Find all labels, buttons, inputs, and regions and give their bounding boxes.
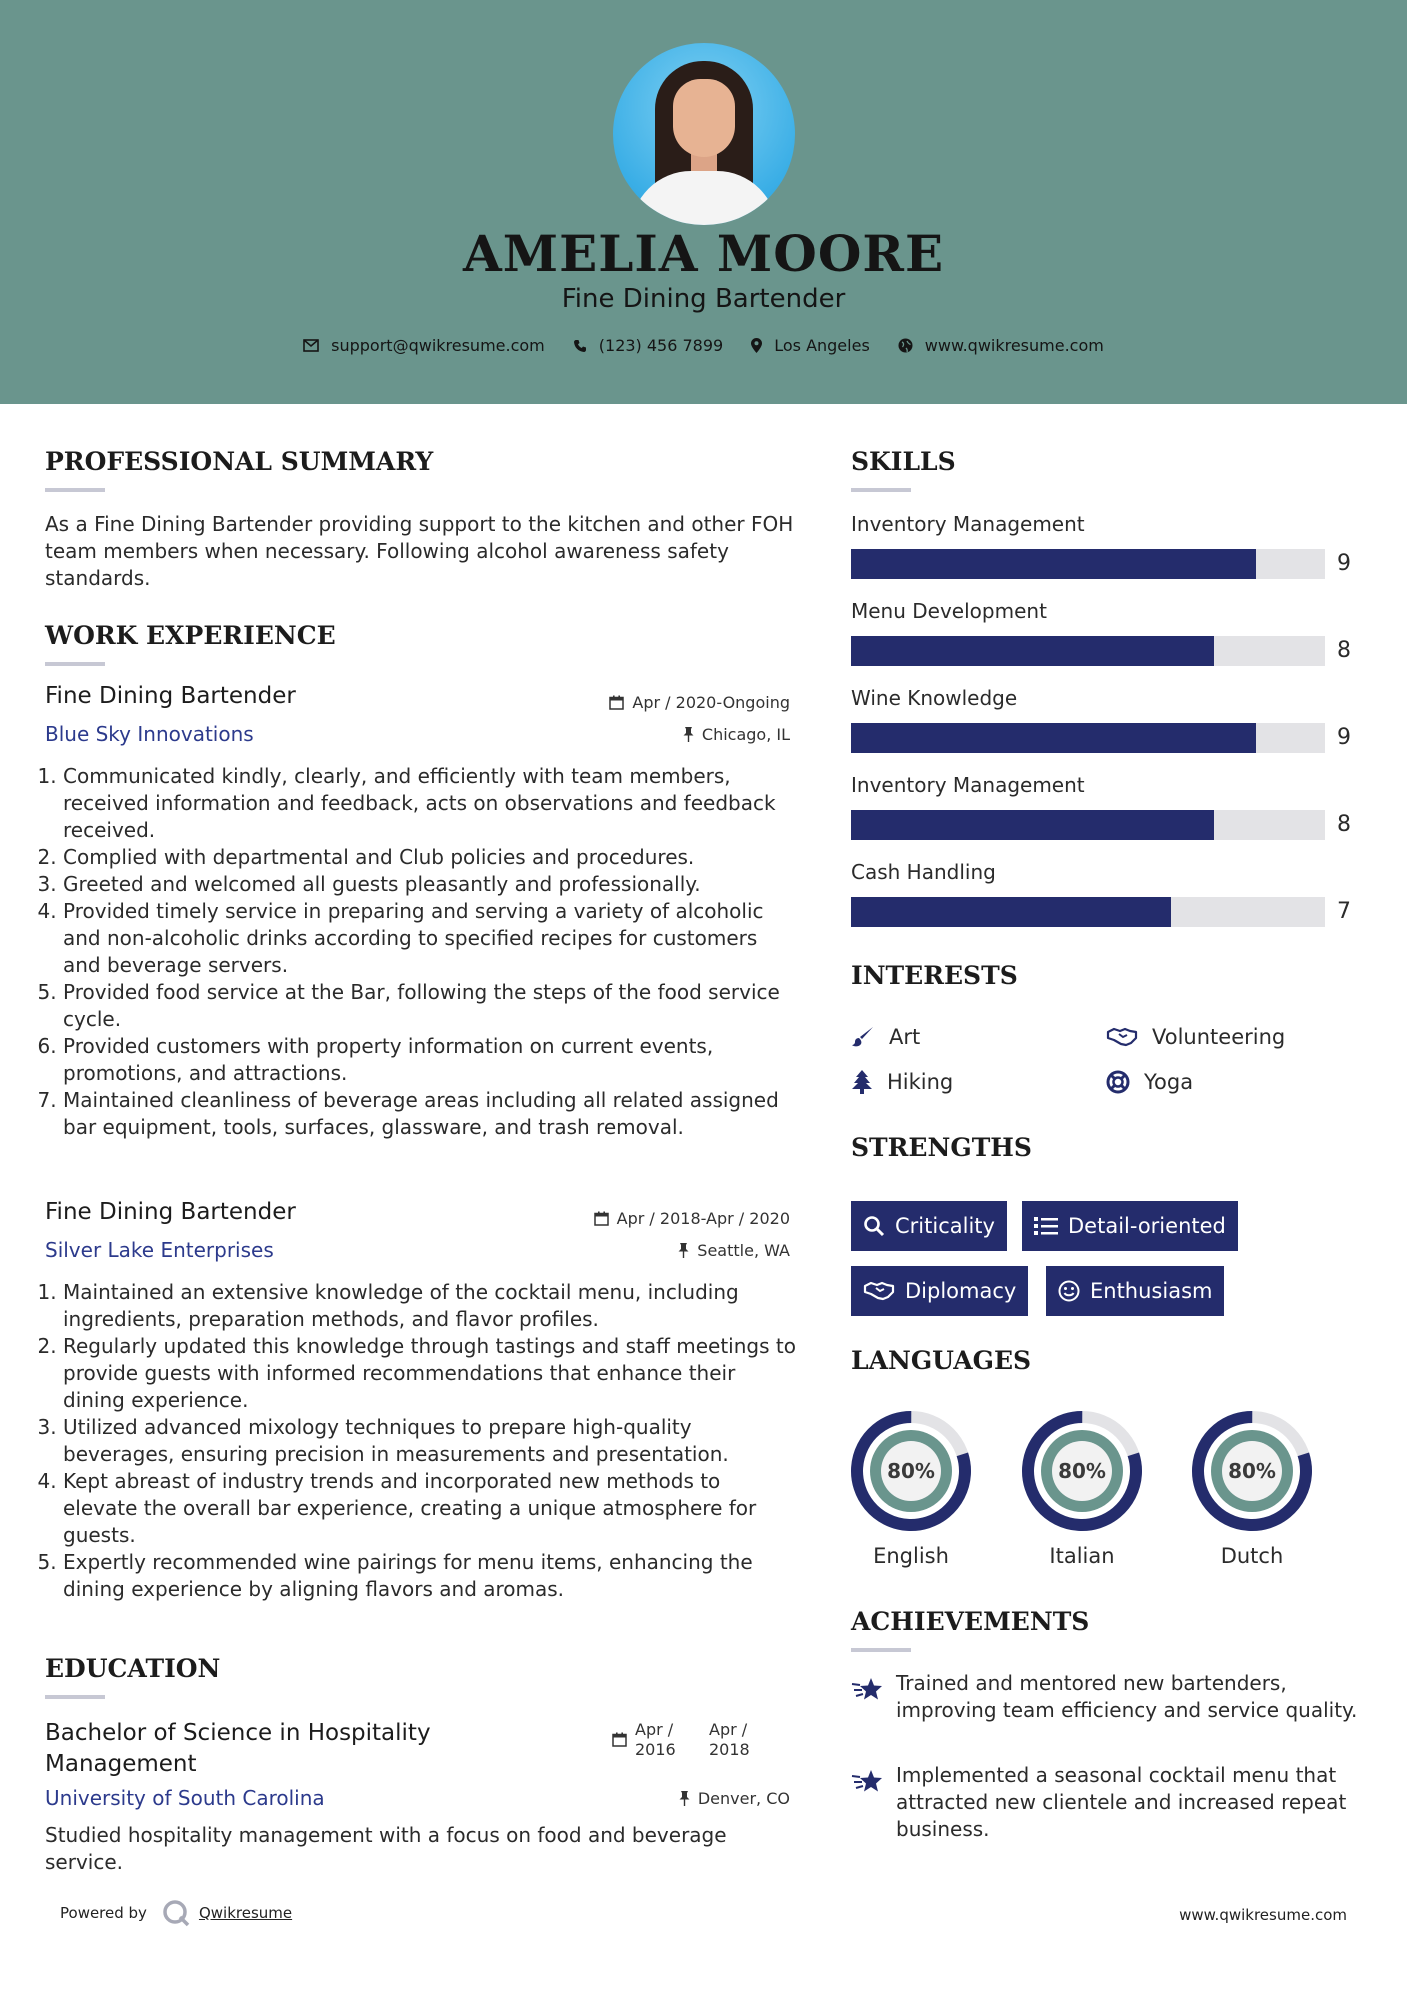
star-shooting-icon [851,1768,883,1794]
calendar-icon [609,695,624,710]
phone-icon [573,339,587,353]
list-item: 3. Greeted and welcomed all guests pleasantly and professionally. [63,871,800,898]
strength-label: Criticality [895,1214,995,1238]
interests-heading: INTERESTS [851,961,1018,990]
resume-header [0,0,1407,404]
skills-heading-rule [851,488,911,492]
language-gauge [1191,1410,1313,1532]
strength-tag-diplomacy [851,1266,1028,1316]
skill-name: Cash Handling [851,860,996,884]
skill-bar-fill [851,897,1171,927]
strength-tag-detail-oriented [1022,1201,1238,1251]
languages-heading: LANGUAGES [851,1346,1032,1375]
contact-email[interactable] [303,336,545,355]
education-location-text: Denver, CO [697,1789,790,1808]
skill-value: 7 [1337,899,1351,924]
education-description: Studied hospitality management with a focus on food and beverage service. [45,1823,727,1874]
language-gauge [1021,1410,1143,1532]
handshake-icon [1106,1026,1138,1048]
skill-bar-fill [851,723,1256,753]
strength-tag-enthusiasm [1046,1266,1224,1316]
list-icon [1034,1216,1058,1236]
candidate-name: AMELIA MOORE [462,224,945,283]
interest-item-hiking [851,1070,953,1094]
interest-item-art [851,1025,920,1049]
star-shooting-icon [851,1676,883,1702]
skill-bar-track [851,549,1325,579]
job-responsibilities [45,763,800,1141]
list-item: 1. Maintained an extensive knowledge of the cocktail menu, including ingredients, preparation methods, and flavor profiles. [63,1279,800,1333]
school-name: University of South Carolina [45,1786,325,1810]
language-name: English [873,1544,949,1568]
smile-icon [1058,1280,1080,1302]
list-item: 6. Provided customers with property information on current events, promotions, and attractions. [63,1033,800,1087]
language-gauge [850,1410,972,1532]
strength-label: Diplomacy [905,1279,1017,1303]
achievement-item: Implemented a seasonal cocktail menu that attracted new clientele and increased repeat business. [896,1763,1347,1841]
list-item: 3. Utilized advanced mixology techniques to prepare high-quality beverages, ensuring precision in measurements and presentation. [63,1414,800,1468]
envelope-icon [303,339,319,352]
achievement-item: Trained and mentored new bartenders, improving team efficiency and service quality. [896,1671,1358,1722]
education-location [480,1789,790,1808]
handshake-icon [863,1280,895,1302]
strength-label: Enthusiasm [1090,1279,1213,1303]
list-item: 4. Kept abreast of industry trends and incorporated new methods to elevate the overall bar experience, creating a unique atmosphere for guests. [63,1468,800,1549]
qwikresume-link[interactable]: Qwikresume [198,1904,293,1922]
footer-powered-by [60,1898,292,1928]
education-start-date: Apr / 2016 [635,1720,676,1759]
search-icon [863,1215,885,1237]
education-end-date: Apr / 2018 [709,1720,750,1759]
skills-heading: SKILLS [851,447,956,476]
interest-item-yoga [1106,1070,1193,1094]
profile-photo [613,43,795,225]
skill-name: Wine Knowledge [851,686,1018,710]
email-text: support@qwikresume.com [331,336,545,355]
degree-title: Bachelor of Science in Hospitality Management [45,1720,431,1777]
list-item: 1. Communicated kindly, clearly, and efficiently with team members, received information and feedback, acts on observations and feedback received. [63,763,800,844]
job-location [480,1241,790,1260]
strengths-heading: STRENGTHS [851,1133,1032,1162]
website-text: www.qwikresume.com [924,336,1104,355]
skill-value: 9 [1337,725,1351,750]
list-item: 5. Provided food service at the Bar, following the steps of the food service cycle. [63,979,800,1033]
language-name: Dutch [1220,1544,1284,1568]
job-company: Blue Sky Innovations [45,722,254,746]
job-title: Fine Dining Bartender [45,683,296,709]
achievements-heading-rule [851,1648,911,1652]
skill-bar-fill [851,636,1214,666]
skill-bar-track [851,636,1325,666]
contact-website[interactable] [898,336,1104,355]
job-date [480,693,790,712]
list-item: 4. Provided timely service in preparing and serving a variety of alcoholic and non-alcoholic drinks according to specified recipes for customers and beverage servers. [63,898,800,979]
education-date [612,1720,792,1760]
experience-heading-rule [45,662,105,666]
location-text: Los Angeles [774,336,870,355]
skill-value: 8 [1337,638,1351,663]
education-heading-rule [45,1695,105,1699]
skill-name: Menu Development [851,599,1047,623]
summary-heading: PROFESSIONAL SUMMARY [45,447,434,476]
list-item: 2. Regularly updated this knowledge through tastings and staff meetings to provide guests with informed recommendations that enhance their dining experience. [63,1333,800,1414]
footer-website[interactable]: www.qwikresume.com [1179,1906,1347,1924]
summary-text: As a Fine Dining Bartender providing support to the kitchen and other FOH team members when necessary. Following alcohol awareness safety standards. [45,512,794,590]
job-date [480,1209,790,1228]
language-name: Italian [1049,1544,1115,1568]
language-percent: 80% [1228,1459,1276,1483]
phone-text: (123) 456 7899 [598,336,724,355]
interest-label: Hiking [887,1070,954,1094]
map-marker-icon [751,338,762,353]
job-date-text: Apr / 2020-Ongoing [632,693,790,712]
interest-label: Yoga [1144,1070,1194,1094]
calendar-icon [612,1732,627,1747]
skill-bar-fill [851,810,1214,840]
language-percent: 80% [1058,1459,1106,1483]
job-responsibilities [45,1279,800,1603]
lifering-icon [1106,1070,1130,1094]
summary-heading-rule [45,488,105,492]
interest-item-volunteering [1106,1025,1285,1049]
interest-label: Volunteering [1152,1025,1286,1049]
job-location-text: Seattle, WA [697,1241,790,1260]
contact-location [751,336,870,355]
language-percent: 80% [887,1459,935,1483]
job-date-text: Apr / 2018-Apr / 2020 [616,1209,790,1228]
candidate-role: Fine Dining Bartender [561,284,846,314]
interest-label: Art [889,1025,921,1049]
skill-bar-fill [851,549,1256,579]
job-location [480,725,790,744]
skill-bar-track [851,897,1325,927]
skill-name: Inventory Management [851,512,1085,536]
pushpin-icon [679,1791,690,1806]
skill-bar-track [851,723,1325,753]
contact-bar [0,336,1407,355]
experience-heading: WORK EXPERIENCE [45,621,336,650]
paintbrush-icon [851,1025,875,1049]
contact-phone[interactable] [573,336,723,355]
pushpin-icon [683,727,694,742]
job-company: Silver Lake Enterprises [45,1238,274,1262]
strength-label: Detail-oriented [1068,1214,1226,1238]
list-item: 7. Maintained cleanliness of beverage areas including all related assigned bar equipment, tools, surfaces, glassware, and trash removal. [63,1087,800,1141]
calendar-icon [594,1211,609,1226]
list-item: 2. Complied with departmental and Club policies and procedures. [63,844,800,871]
strength-tag-criticality [851,1201,1007,1251]
achievements-heading: ACHIEVEMENTS [851,1607,1090,1636]
skill-bar-track [851,810,1325,840]
pushpin-icon [678,1243,689,1258]
skill-value: 8 [1337,812,1351,837]
powered-by-text: Powered by [60,1904,147,1922]
globe-icon [898,338,913,353]
job-location-text: Chicago, IL [701,725,790,744]
list-item: 5. Expertly recommended wine pairings for menu items, enhancing the dining experience by aligning flavors and aromas. [63,1549,800,1603]
qwikresume-logo-icon [161,1898,191,1928]
job-title: Fine Dining Bartender [45,1199,296,1225]
skill-value: 9 [1337,551,1351,576]
tree-icon [851,1070,873,1094]
education-heading: EDUCATION [45,1654,221,1683]
skill-name: Inventory Management [851,773,1085,797]
